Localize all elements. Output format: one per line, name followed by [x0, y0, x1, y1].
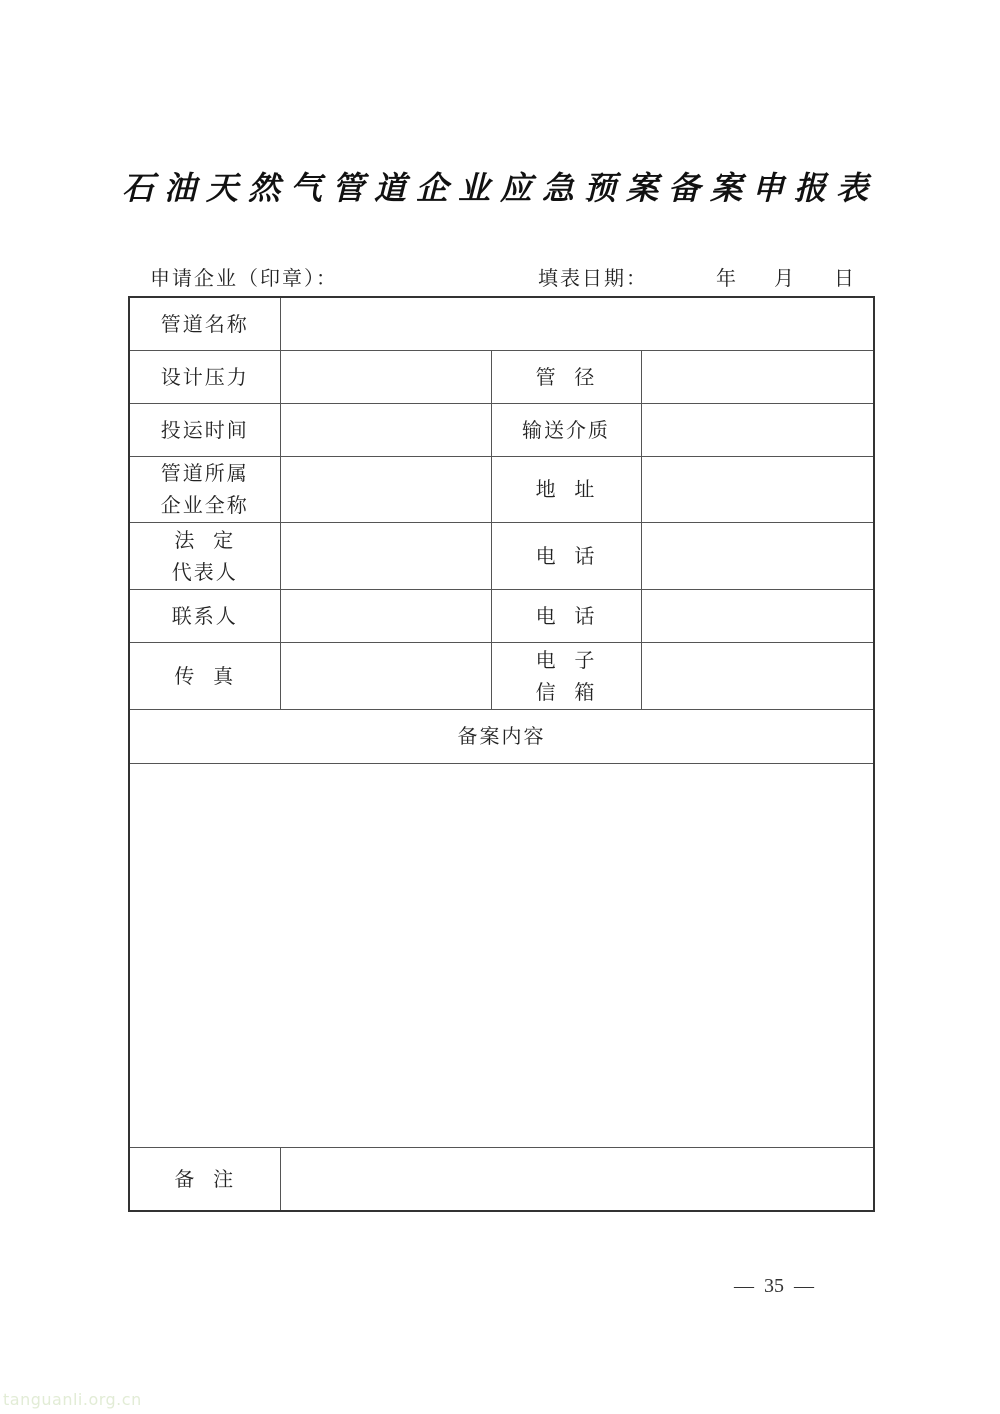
field-fax[interactable] [280, 642, 491, 709]
label-medium: 输送介质 [491, 403, 641, 456]
label-email-line2: 信 箱 [535, 679, 597, 704]
label-design-pressure: 设计压力 [129, 350, 280, 403]
field-remarks[interactable] [280, 1147, 874, 1211]
field-address[interactable] [641, 456, 874, 522]
label-contact: 联系人 [129, 589, 280, 642]
filing-form-table [128, 296, 875, 1212]
label-remarks: 备 注 [129, 1147, 280, 1211]
date-label: 填表日期： [538, 266, 648, 290]
label-owner-company-line2: 企业全称 [160, 493, 249, 517]
label-pipe-diameter: 管 径 [491, 350, 641, 403]
day-label: 日 [834, 266, 854, 290]
label-legal-rep-line2: 代表人 [171, 559, 238, 584]
label-phone-2: 电 话 [491, 589, 641, 642]
year-label: 年 [716, 266, 736, 290]
label-owner-company [129, 456, 280, 522]
field-legal-rep[interactable] [280, 522, 491, 589]
field-phone-2[interactable] [641, 589, 874, 642]
field-pipeline-name[interactable] [280, 297, 874, 350]
label-phone-1: 电 话 [491, 522, 641, 589]
field-medium[interactable] [641, 403, 874, 456]
month-label: 月 [774, 266, 794, 290]
field-email[interactable] [641, 642, 874, 709]
field-filing-content[interactable] [129, 763, 874, 1147]
label-owner-company-line1: 管道所属 [160, 461, 249, 485]
field-design-pressure[interactable] [280, 350, 491, 403]
document-title: 石油天然气管道企业应急预案备案申报表 [121, 169, 878, 207]
label-legal-rep-line1: 法 定 [174, 527, 236, 552]
page-number: — 35 — [734, 1275, 814, 1297]
section-filing-content: 备案内容 [129, 709, 874, 763]
field-pipe-diameter[interactable] [641, 350, 874, 403]
label-email-line1: 电 子 [535, 647, 597, 672]
label-legal-rep [129, 522, 280, 589]
label-fax: 传 真 [129, 642, 280, 709]
label-address: 地 址 [491, 456, 641, 522]
label-commission-time: 投运时间 [129, 403, 280, 456]
watermark: tanguanli.org.cn [3, 1390, 142, 1409]
field-phone-1[interactable] [641, 522, 874, 589]
field-contact[interactable] [280, 589, 491, 642]
applicant-label: 申请企业（印章）： [150, 266, 338, 290]
label-email [491, 642, 641, 709]
field-commission-time[interactable] [280, 403, 491, 456]
field-owner-company[interactable] [280, 456, 491, 522]
label-pipeline-name: 管道名称 [129, 297, 280, 350]
